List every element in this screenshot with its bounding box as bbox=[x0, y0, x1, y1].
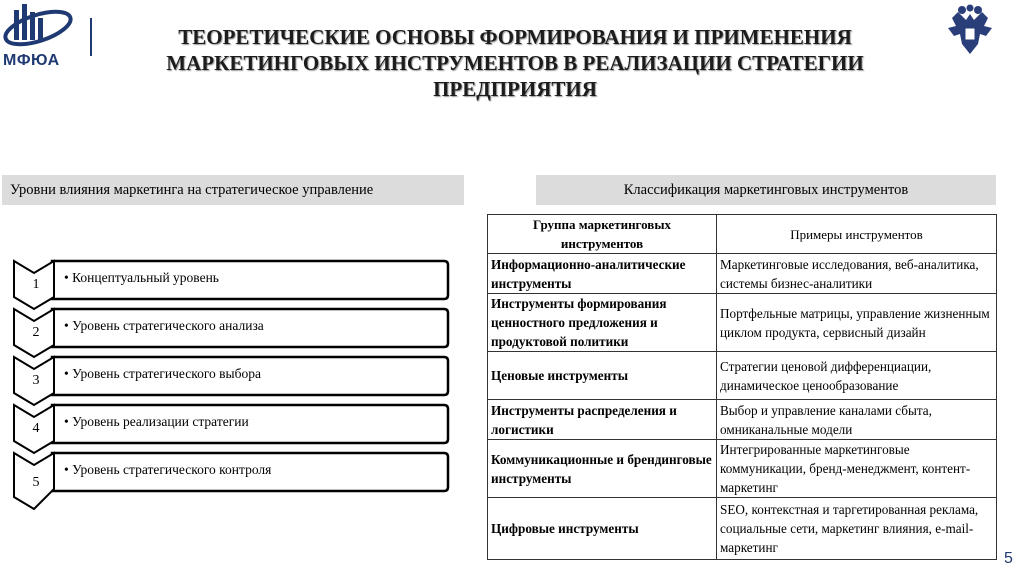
level-item bbox=[12, 451, 448, 499]
group-cell: Цифровые инструменты bbox=[488, 498, 717, 560]
table-row bbox=[488, 254, 997, 294]
level-number: 2 bbox=[32, 325, 40, 340]
title-line: МАРКЕТИНГОВЫХ ИНСТРУМЕНТОВ В РЕАЛИЗАЦИИ СТРАТЕГИИ bbox=[166, 51, 864, 75]
coat-of-arms-icon bbox=[944, 4, 996, 60]
chevron-arrow-icon bbox=[12, 451, 452, 511]
levels-heading: Уровни влияния маркетинга на стратегическое управление bbox=[2, 175, 464, 205]
level-label: • Уровень стратегического контроля bbox=[64, 462, 272, 477]
logo-text: МФЮА bbox=[3, 52, 60, 69]
table-row bbox=[488, 400, 997, 440]
examples-cell: Выбор и управление каналами сбыта, омниканальные модели bbox=[717, 400, 997, 440]
mfua-logo bbox=[0, 0, 110, 80]
column-header: Примеры инструментов bbox=[717, 215, 997, 254]
title-line: ПРЕДПРИЯТИЯ bbox=[433, 77, 597, 101]
examples-cell: Портфельные матрицы, управление жизненным циклом продукта, сервисный дизайн bbox=[717, 294, 997, 352]
classification-heading: Классификация маркетинговых инструментов bbox=[536, 175, 996, 205]
page-number: 5 bbox=[1004, 550, 1013, 567]
group-cell: Информационно-аналитические инструменты bbox=[488, 254, 717, 294]
examples-cell: SEO, контекстная и таргетированная реклама, социальные сети, маркетинг влияния, e-mail-маркетинг bbox=[717, 498, 997, 560]
column-header: Группа маркетинговых инструментов bbox=[488, 215, 717, 254]
examples-cell: Интегрированные маркетинговые коммуникации, бренд-менеджмент, контент-маркетинг bbox=[717, 440, 997, 498]
level-number: 1 bbox=[32, 277, 40, 292]
table-header-row bbox=[488, 215, 997, 254]
level-number: 5 bbox=[32, 475, 40, 490]
examples-cell: Маркетинговые исследования, веб-аналитика, системы бизнес-аналитики bbox=[717, 254, 997, 294]
group-cell: Инструменты формирования ценностного предложения и продуктовой политики bbox=[488, 294, 717, 352]
logo-divider bbox=[90, 18, 92, 56]
level-label: • Уровень реализации стратегии bbox=[64, 414, 249, 429]
level-label: • Концептуальный уровень bbox=[64, 270, 219, 285]
level-item bbox=[12, 355, 448, 403]
table-row bbox=[488, 294, 997, 352]
table-row bbox=[488, 440, 997, 498]
title-line: ТЕОРЕТИЧЕСКИЕ ОСНОВЫ ФОРМИРОВАНИЯ И ПРИМЕНЕНИЯ bbox=[178, 25, 852, 49]
level-label: • Уровень стратегического выбора bbox=[64, 366, 261, 381]
level-item bbox=[12, 259, 448, 307]
level-item bbox=[12, 307, 448, 355]
examples-cell: Стратегии ценовой дифференциации, динамическое ценообразование bbox=[717, 352, 997, 400]
table-row bbox=[488, 352, 997, 400]
classification-table bbox=[487, 214, 997, 560]
group-cell: Инструменты распределения и логистики bbox=[488, 400, 717, 440]
logo-emblem-icon bbox=[0, 0, 90, 52]
level-number: 4 bbox=[32, 421, 40, 436]
table-row bbox=[488, 498, 997, 560]
group-cell: Коммуникационные и брендинговые инструменты bbox=[488, 440, 717, 498]
level-item bbox=[12, 403, 448, 451]
group-cell: Ценовые инструменты bbox=[488, 352, 717, 400]
page-title bbox=[120, 24, 910, 102]
level-label: • Уровень стратегического анализа bbox=[64, 318, 264, 333]
level-number: 3 bbox=[32, 373, 40, 388]
